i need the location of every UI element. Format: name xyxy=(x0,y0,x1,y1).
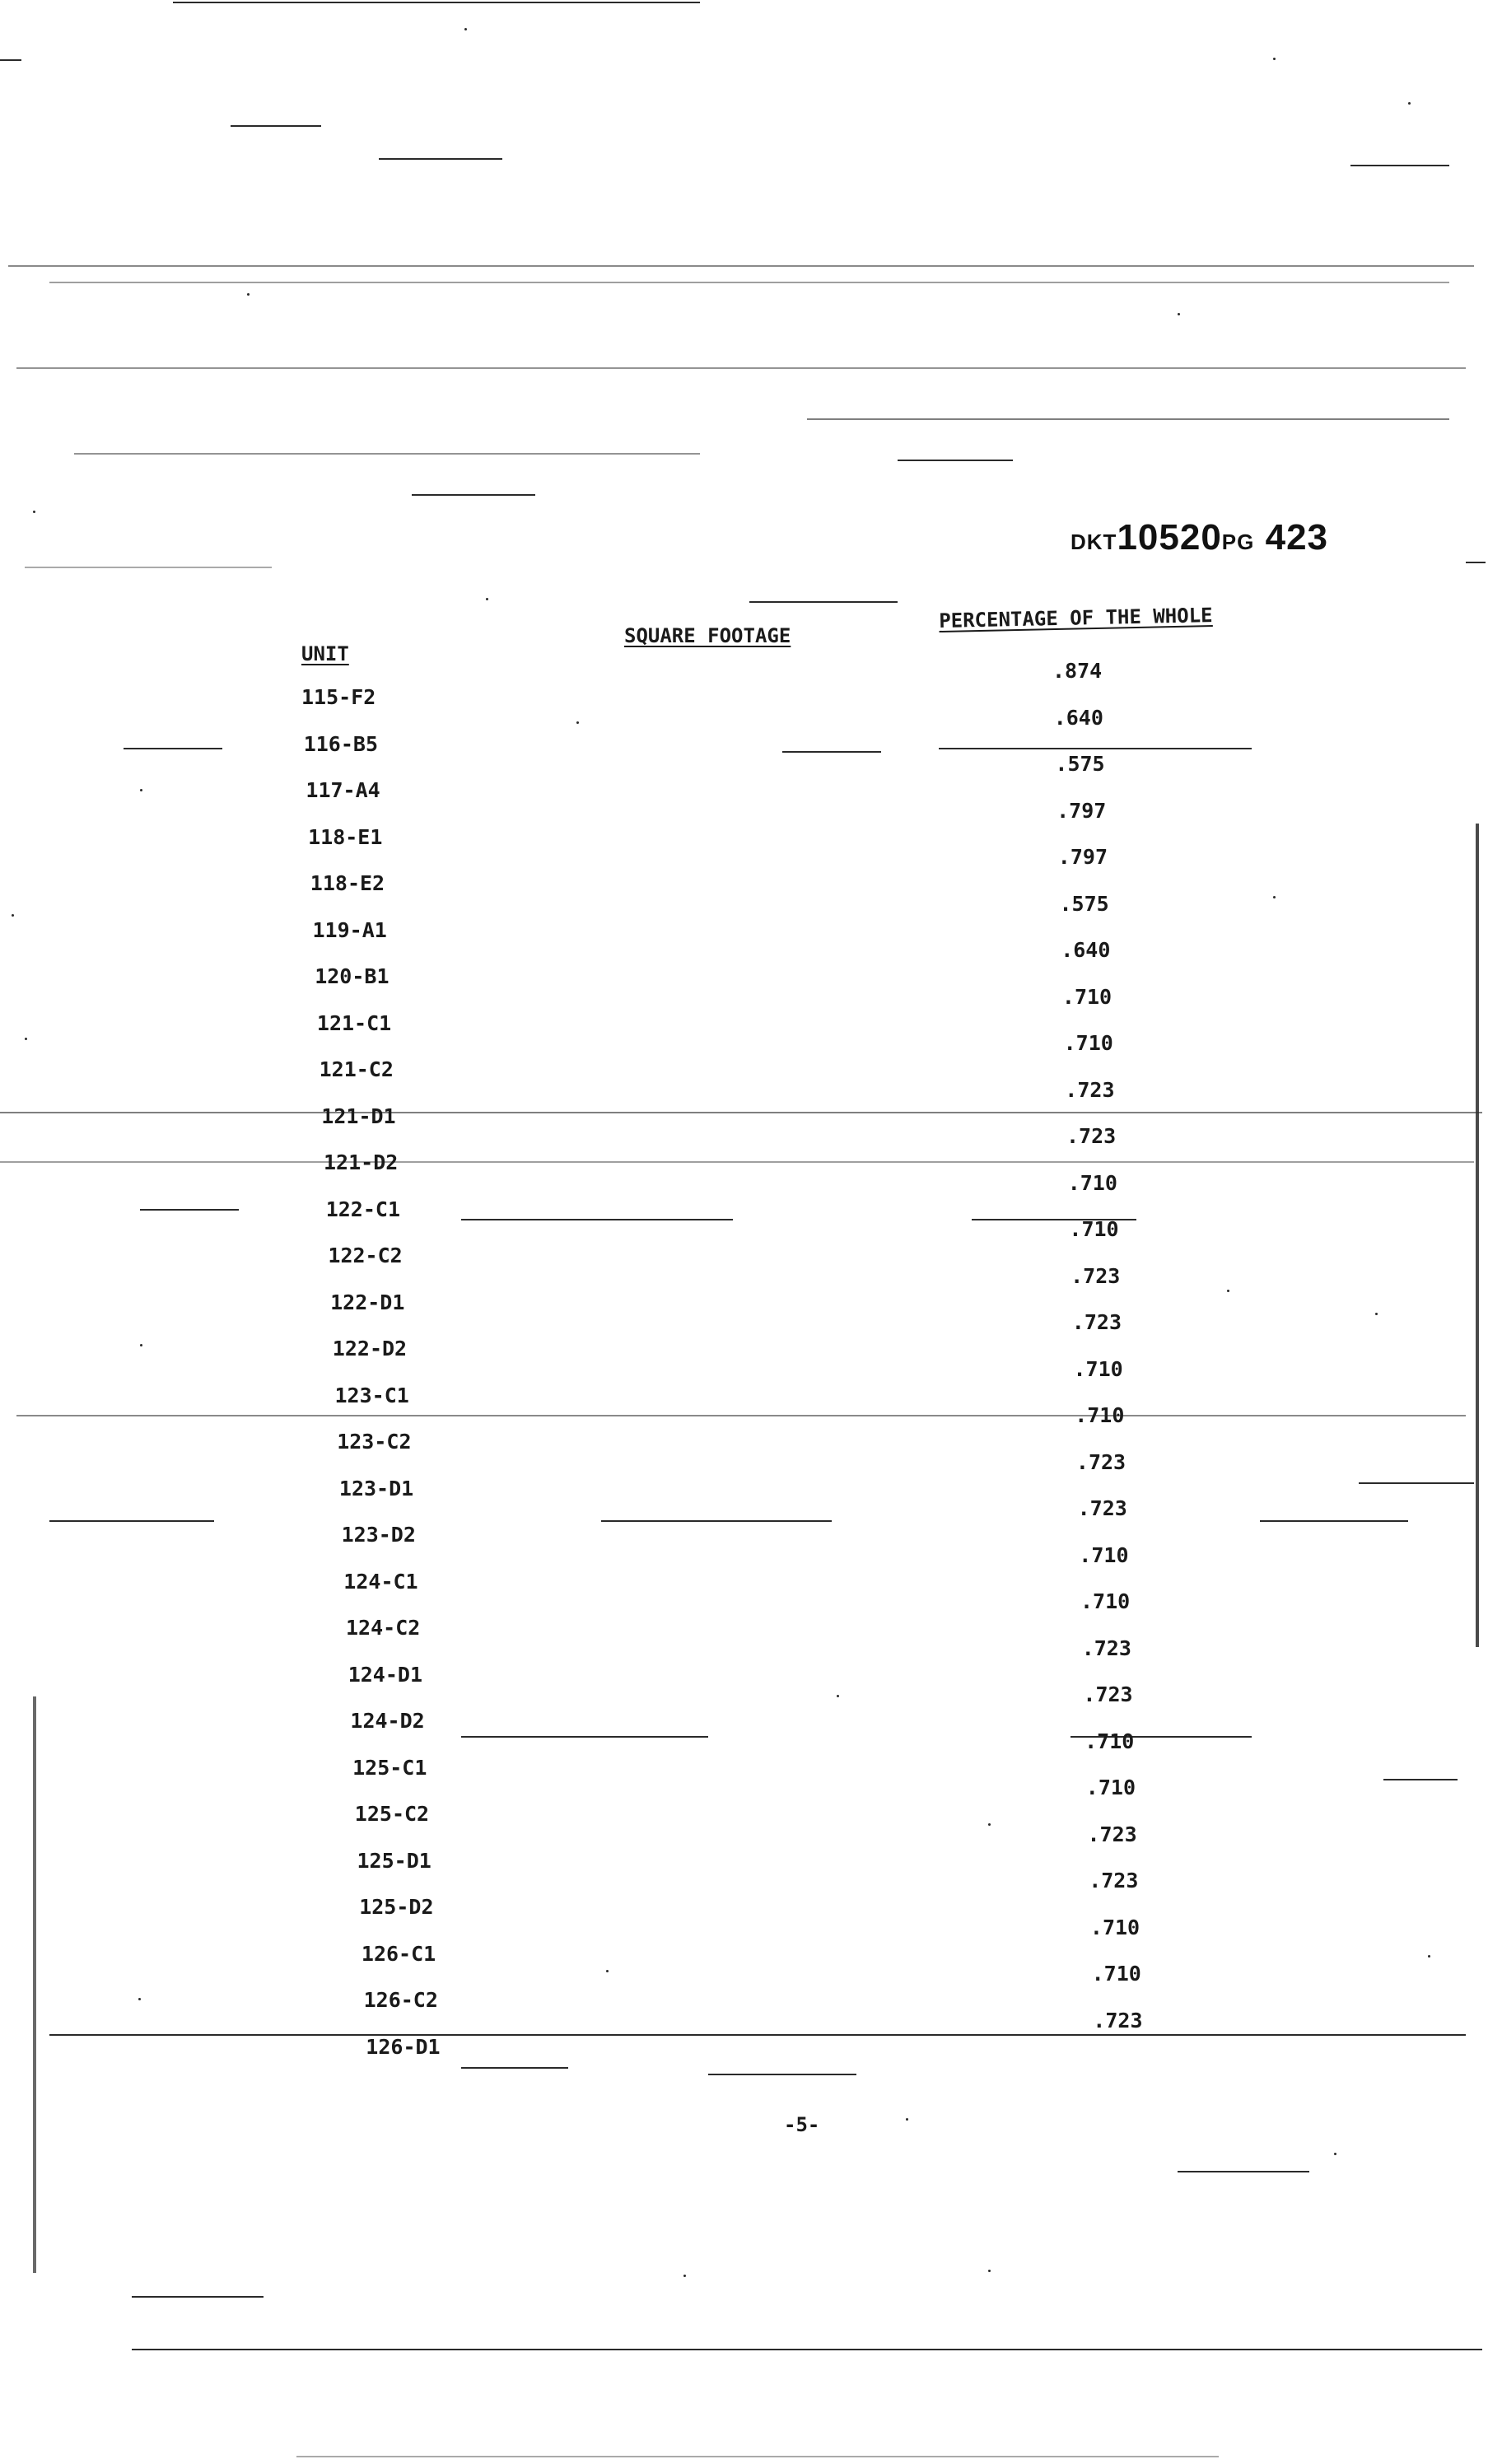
percentage-cell: .710 xyxy=(1085,1776,1136,1799)
docket-prefix: DKT xyxy=(1071,530,1117,554)
unit-cell: 121-C1 xyxy=(316,1010,392,1035)
unit-cell: 123-D1 xyxy=(338,1476,414,1500)
unit-cell: 124-D2 xyxy=(350,1709,425,1733)
unit-cell: 122-C2 xyxy=(328,1244,403,1267)
unit-cell: 125-D2 xyxy=(359,1895,434,1919)
percentage-cell: .710 xyxy=(1079,1542,1129,1567)
docket-page: 423 xyxy=(1265,517,1329,558)
percentage-cell: .723 xyxy=(1087,1822,1137,1846)
percentage-cell: .575 xyxy=(1055,752,1105,776)
unit-cell: 115-F2 xyxy=(301,685,376,709)
percentage-cell: .710 xyxy=(1091,1962,1141,1986)
unit-cell: 123-C2 xyxy=(337,1430,412,1454)
unit-cell: 123-D2 xyxy=(341,1523,416,1547)
percentage-cell: .797 xyxy=(1057,845,1108,869)
percentage-cell: .710 xyxy=(1061,984,1113,1009)
unit-cell: 124-C1 xyxy=(343,1569,418,1594)
percentage-cell: .640 xyxy=(1053,705,1103,730)
unit-cell: 117-A4 xyxy=(306,778,380,802)
unit-cell: 126-C2 xyxy=(363,1988,438,2012)
percentage-cell: .710 xyxy=(1073,1356,1123,1381)
percentage-cell: .723 xyxy=(1077,1496,1127,1520)
percentage-cell: .710 xyxy=(1067,1170,1117,1195)
percentage-cell: .874 xyxy=(1052,659,1103,683)
unit-cell: 119-A1 xyxy=(312,917,387,942)
unit-cell: 124-C2 xyxy=(346,1616,421,1640)
percentage-cell: .723 xyxy=(1071,1310,1122,1334)
unit-cell: 122-D2 xyxy=(332,1337,408,1360)
percentage-cell: .710 xyxy=(1080,1589,1131,1613)
percentage-cell: .723 xyxy=(1081,1636,1131,1660)
percentage-cell: .723 xyxy=(1093,2008,1143,2032)
docket-number: 10520 xyxy=(1117,517,1222,558)
unit-cell: 121-C2 xyxy=(319,1057,394,1081)
unit-cell: 125-C2 xyxy=(354,1802,430,1826)
header-square-footage: SQUARE FOOTAGE xyxy=(624,624,791,647)
docket-page-label: PG xyxy=(1221,530,1255,554)
page-number: -5- xyxy=(784,2113,820,2136)
percentage-cell: .710 xyxy=(1069,1217,1119,1241)
percentage-cell: .723 xyxy=(1066,1124,1117,1148)
percentage-cell: .723 xyxy=(1065,1077,1115,1102)
percentage-cell: .797 xyxy=(1057,798,1107,823)
percentage-cell: .710 xyxy=(1085,1729,1135,1753)
unit-cell: 116-B5 xyxy=(303,731,378,756)
percentage-cell: .575 xyxy=(1059,891,1109,916)
percentage-cell: .710 xyxy=(1063,1031,1113,1055)
percentage-cell: .723 xyxy=(1071,1263,1121,1288)
percentage-cell: .723 xyxy=(1083,1682,1133,1706)
percentage-cell: .710 xyxy=(1089,1915,1140,1939)
unit-cell: 121-D2 xyxy=(324,1150,399,1174)
unit-cell: 120-B1 xyxy=(315,964,389,988)
percentage-cell: .723 xyxy=(1075,1449,1126,1474)
unit-cell: 123-C1 xyxy=(334,1383,409,1407)
percentage-cell: .710 xyxy=(1075,1403,1125,1427)
percentage-cell: .723 xyxy=(1089,1869,1139,1892)
docket-stamp xyxy=(1071,517,1328,558)
unit-cell: 124-D1 xyxy=(348,1662,422,1687)
unit-cell: 121-D1 xyxy=(321,1104,396,1128)
unit-cell: 125-D1 xyxy=(357,1848,431,1873)
unit-cell: 122-D1 xyxy=(330,1290,405,1314)
unit-cell: 125-C1 xyxy=(352,1755,427,1780)
header-unit: UNIT xyxy=(301,642,349,665)
percentage-cell: .640 xyxy=(1061,938,1111,962)
header-percentage: PERCENTAGE OF THE WHOLE xyxy=(939,604,1213,632)
unit-cell: 126-D1 xyxy=(366,2034,441,2059)
unit-cell: 122-C1 xyxy=(325,1197,400,1221)
unit-cell: 126-C1 xyxy=(361,1941,436,1966)
unit-cell: 118-E1 xyxy=(308,824,383,849)
unit-cell: 118-E2 xyxy=(310,871,385,895)
